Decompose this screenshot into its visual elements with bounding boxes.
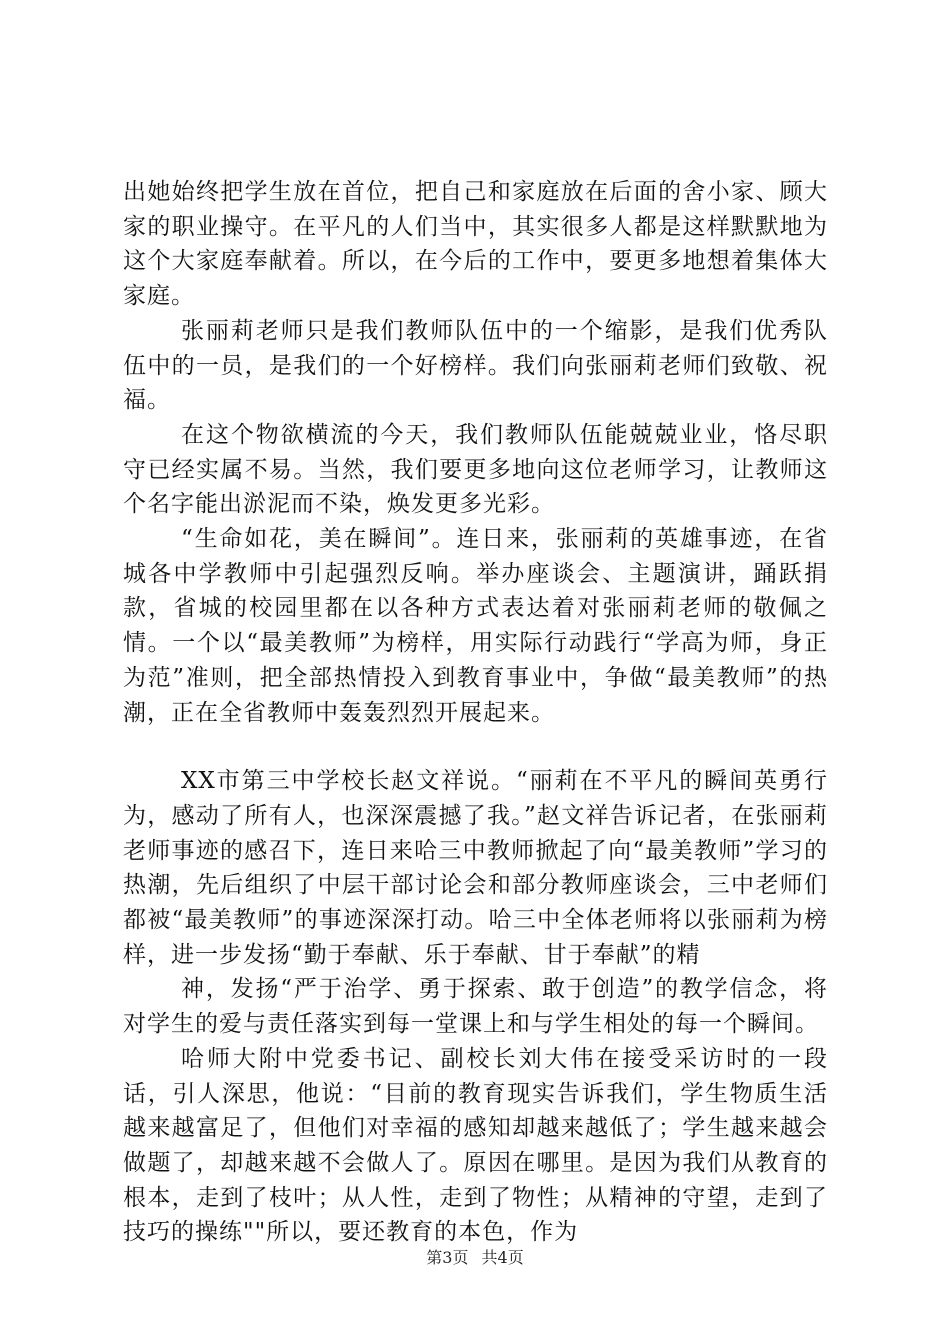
paragraph-4: “生命如花，美在瞬间”。连日来，张丽莉的英雄事迹，在省城各中学教师中引起强烈反响。举办座谈会、主题演讲，踊跃捐款，省城的校园里都在以各种方式表达着对张丽莉老师的敬佩之情。一个以“最美教师”为榜样，用实际行动践行“学高为师，身正为范”准则，把全部热情投入到教育事业中，争做“最美教师”的热潮，正在全省教师中轰轰烈烈开展起来。 <box>123 526 828 726</box>
paragraph-1: 出她始终把学生放在首位，把自己和家庭放在后面的舍小家、顾大家的职业操守。在平凡的人们当中，其实很多人都是这样默默地为这个大家庭奉献着。所以，在今后的工作中，要更多地想着集体大家庭。 <box>123 179 828 310</box>
paragraph-5: XX市第三中学校长赵文祥说。“丽莉在不平凡的瞬间英勇行为，感动了所有人，也深深震撼了我。”赵文祥告诉记者，在张丽莉老师事迹的感召下，连日来哈三中教师掀起了向“最美教师”学习的热潮，先后组织了中层干部讨论会和部分教师座谈会，三中老师们都被“最美教师”的事迹深深打动。哈三中全体老师将以张丽莉为榜样，进一步发扬“勤于奉献、乐于奉献、甘于奉献”的精 <box>123 768 828 968</box>
paragraph-6: 神，发扬“严于治学、勇于探索、敢于创造”的教学信念，将对学生的爱与责任落实到每一堂课上和与学生相处的每一个瞬间。 <box>123 976 828 1038</box>
document-body <box>123 175 828 1250</box>
page-number: 第3页 <box>426 1248 469 1267</box>
paragraph-3: 在这个物欲横流的今天，我们教师队伍能兢兢业业，恪尽职守已经实属不易。当然，我们要更多地向这位老师学习，让教师这个名字能出淤泥而不染，焕发更多光彩。 <box>123 421 828 518</box>
paragraph-2: 张丽莉老师只是我们教师队伍中的一个缩影，是我们优秀队伍中的一员，是我们的一个好榜样。我们向张丽莉老师们致敬、祝福。 <box>123 317 828 414</box>
page-footer <box>0 1245 950 1268</box>
page-total: 共4页 <box>481 1248 524 1267</box>
paragraph-gap <box>123 730 828 764</box>
paragraph-7: 哈师大附中党委书记、副校长刘大伟在接受采访时的一段话，引人深思，他说：“目前的教育现实告诉我们，学生物质生活越来越富足了，但他们对幸福的感知却越来越低了；学生越来越会做题了，却越来越不会做人了。原因在哪里。是因为我们从教育的根本，走到了枝叶；从人性，走到了物性；从精神的守望，走到了技巧的操练""所以，要还教育的本色，作为 <box>123 1045 828 1246</box>
